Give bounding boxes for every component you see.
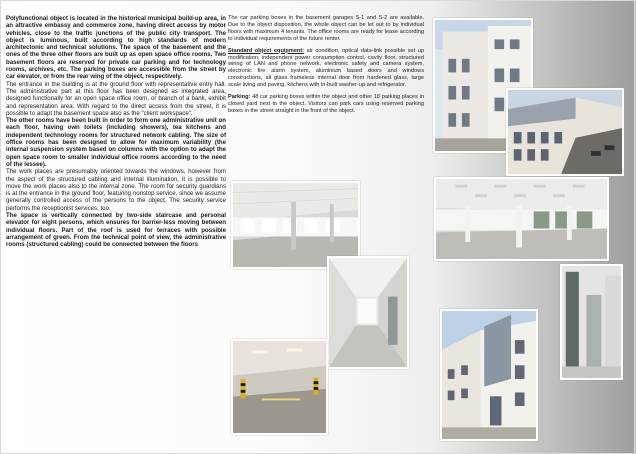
equipment-text: air condition, optical data-link possible set up modification, independent power consumption control, cavity floor, structured wiring of LAN and phone network, electronic safety and camera system, electronic fire alarm system, aluminium based doors and windows constructions, all glass frameless internal door from hardened glass, large scale living and paving, kitchens with in-built washer-up and refrigerator.	[228, 47, 425, 89]
entrance-paragraph: The entrance in the building is at the ground floor with representative entry hall. The administrative part at this floor has been designed as integrated area, designed functionally for an open space office room, or branch of a bank, exhibit and representation area. With regard to the direct access from the street, it is possible to adapt the basement space also as the "client workspace".	[6, 80, 226, 117]
parking-paragraph	[228, 94, 424, 115]
photo-glass-doors	[560, 264, 623, 380]
equipment-paragraph	[228, 48, 424, 89]
photo-building-courtyard	[506, 88, 624, 176]
workplaces-paragraph: The work places are presumably oriented towards the windows, however from the aspect of the structured cabling and internal illumination, it is possible to move the work places also to the internal zone. The room for security guardians is at the entrance in the ground floor, featuring nonstop service, since we assume generally controlled access of the persons to the object. The security service performs the receptionist services, too.	[6, 168, 226, 212]
parking-boxes-paragraph: The car parking boxes in the basement garages S-1 and S-2 are available. Due to the object disposition, the whole object can be let out to by individual floors with maximum 4 tenants. The office rooms are ready for lease according to individual requirements of the future renter.	[228, 15, 424, 42]
left-text-column	[6, 15, 226, 249]
intro-paragraph: Polyfunctional object is located in the historical municipal build-up area, in an attractive embassy and commerce zone, having direct access by motor vehicles, close to the traffic junctions of the public city transport. The object is luminous, built according to high standards of modern architectonic and technical solutions. The space of the basement and the ones of the three other floors are built up as open space office rooms. Two basement floors are reserved for private car parking and for technology rooms, archives, etc. The parking boxes are accessible from the street by car elevator, or from the rear wing of the object, respectively.	[6, 15, 226, 81]
photo-corridor	[327, 256, 409, 369]
parking-text: 48 car parking boxes within the object and other 18 parking places in closed yard next to the object. Visitors can park cars using reserved parking boxes in the street straight in the front of the object.	[228, 94, 424, 114]
right-text-column	[228, 15, 424, 120]
equipment-label: Standard object equipment:	[228, 47, 305, 54]
photo-office-open-space-2	[434, 177, 609, 261]
photo-building-corner	[440, 309, 538, 441]
parking-label: Parking:	[228, 94, 251, 101]
rooms-paragraph: The other rooms have been built in order to form one administrative unit on each floor, having own toilets (including showers), tea kitchens and independent technology rooms for structured network cabling. The size of office rooms has been designed to allow for maximum variability (the internal suspension system based on columns with the option to adapt the open space room to smaller individual office rooms according to the need of the lessee).	[6, 117, 226, 168]
vertical-connection-paragraph: The space is vertically connected by two-side staircase and personal elevator for eight persons, which ensures for barrier-less moving between individual floors. Part of the roof is used for terraces with possible arrangement of green. From the technical point of view, the administrative rooms (structured cabling) could be connected between the floors	[6, 212, 226, 249]
photo-parking-garage	[231, 339, 328, 435]
